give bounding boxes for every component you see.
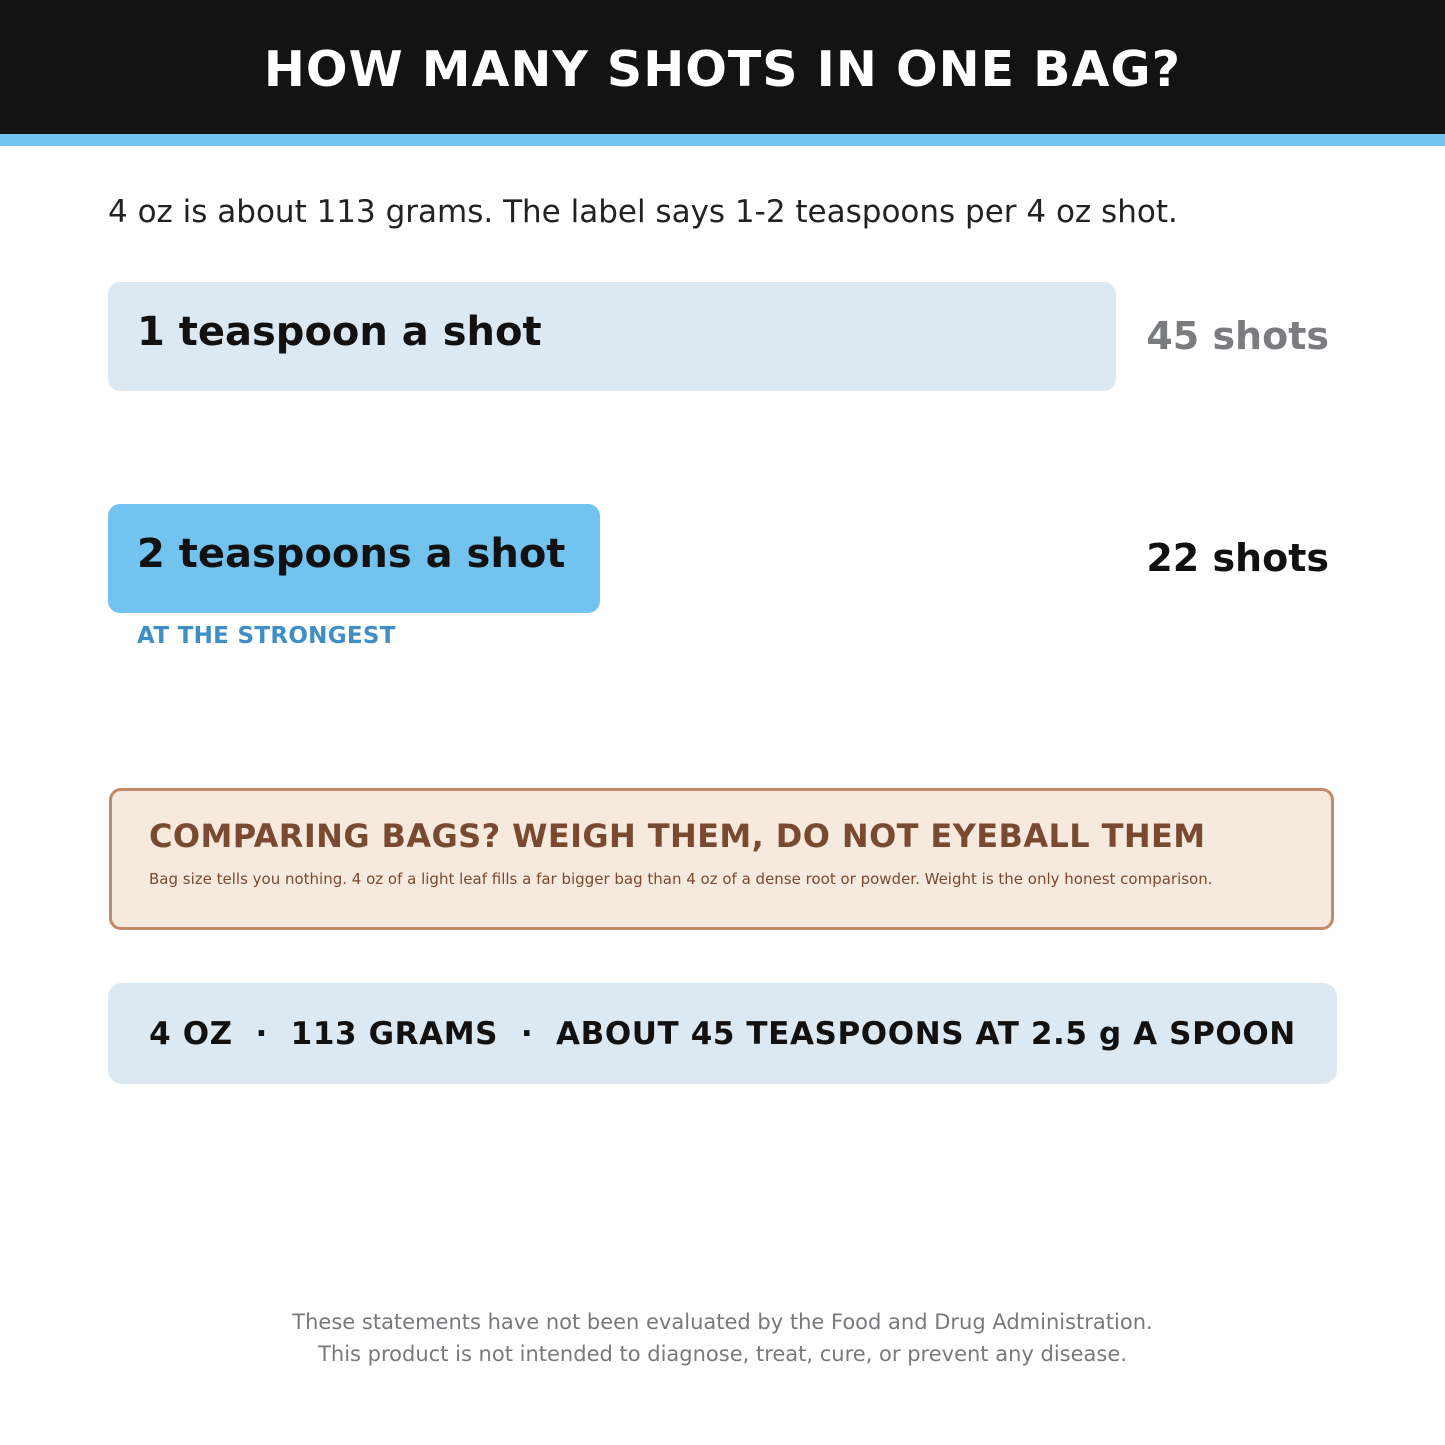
callout-title: COMPARING BAGS? WEIGH THEM, DO NOT EYEBALL THEM <box>149 817 1206 855</box>
disclaimer-line-2: This product is not intended to diagnose, treat, cure, or prevent any disease. <box>318 1342 1127 1366</box>
summary-banner <box>108 983 1337 1084</box>
fda-disclaimer <box>0 1306 1445 1370</box>
two-teaspoons-shots-value: 22 shots <box>1146 536 1329 580</box>
comparison-callout <box>109 788 1334 930</box>
summary-text: 4 OZ · 113 GRAMS · ABOUT 45 TEASPOONS AT 2.5 g A SPOON <box>149 1015 1296 1052</box>
one-teaspoon-bar <box>108 282 1116 391</box>
callout-text: Bag size tells you nothing. 4 oz of a light leaf fills a far bigger bag than 4 oz of a dense root or powder. Weight is the only honest comparison. <box>149 870 1213 888</box>
two-teaspoons-bar <box>108 504 600 613</box>
one-teaspoon-shots-value: 45 shots <box>1146 314 1329 358</box>
accent-divider <box>0 134 1445 146</box>
strongest-note: AT THE STRONGEST <box>137 623 396 649</box>
page-title: HOW MANY SHOTS IN ONE BAG? <box>263 40 1182 98</box>
disclaimer-line-1: These statements have not been evaluated by the Food and Drug Administration. <box>292 1310 1153 1334</box>
header-bar <box>0 0 1445 134</box>
bar-label: 1 teaspoon a shot <box>137 309 542 355</box>
bar-label: 2 teaspoons a shot <box>137 531 566 577</box>
intro-text: 4 oz is about 113 grams. The label says 1-2 teaspoons per 4 oz shot. <box>108 194 1178 230</box>
